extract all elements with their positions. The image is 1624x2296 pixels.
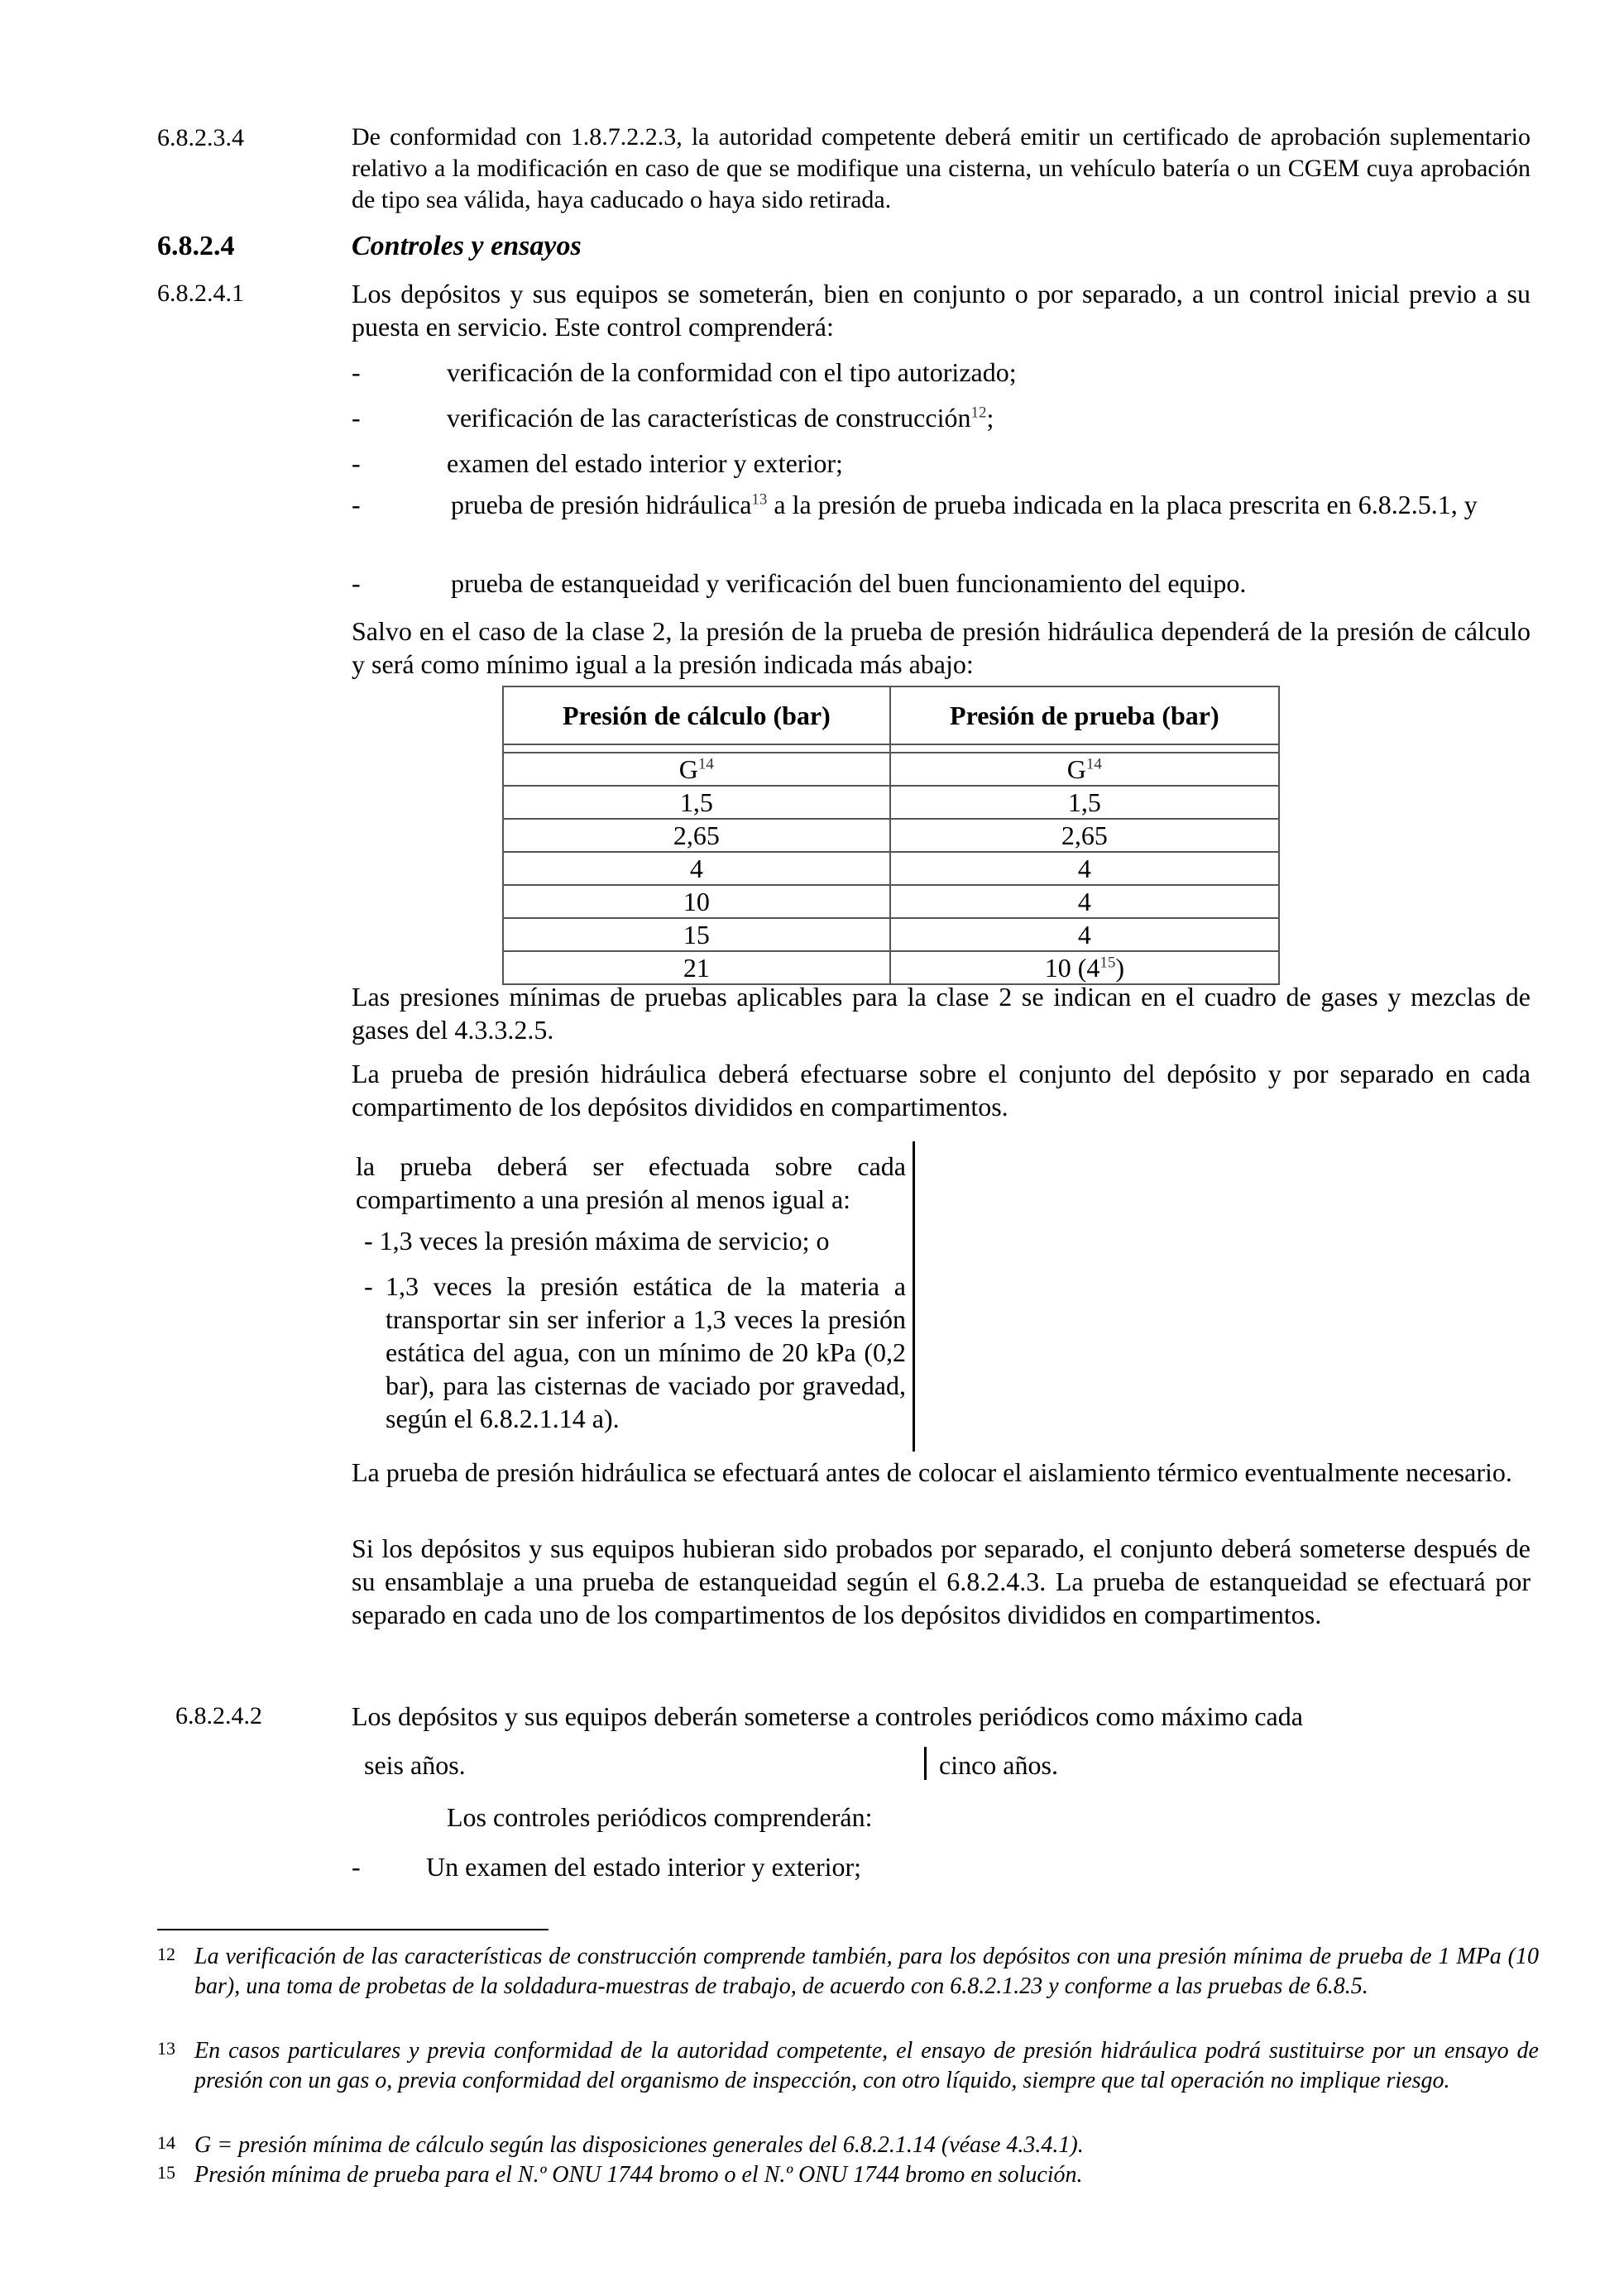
list-dash: - (364, 1271, 373, 1301)
list-dash: - (352, 357, 361, 387)
paragraph-text: La prueba de presión hidráulica deberá efectuarse sobre el conjunto del depósito y por separado en cada compartimento de los depósitos divididos en compartimentos. (352, 1059, 1531, 1122)
footnote-ref: 12 (970, 404, 987, 422)
footnote-number: 15 (157, 2162, 175, 2183)
list-item: prueba de estanqueidad y verificación del buen funcionamiento del equipo. (451, 568, 1247, 598)
table-cell: 4 (890, 852, 1279, 885)
paragraph-text: De conformidad con 1.8.7.2.2.3, la autoridad competente deberá emitir un certificado de aprobación suplementario relativo a la modificación en caso de que se modifique una cisterna, un vehículo batería o un CGEM cuya aprobación de tipo sea válida, haya caducado o haya sido retirada. (352, 123, 1531, 213)
paragraph-number: 6.8.2.4.2 (175, 1702, 262, 1729)
table-row (503, 885, 1279, 918)
footnote-ref: 15 (1099, 954, 1116, 972)
list-dash: - (352, 568, 361, 598)
table-cell: $G^{14}$ (503, 753, 890, 786)
table-header-calc: Presión de cálculo (bar) (503, 686, 890, 744)
table-cell: 10 $(4^{15})$ (890, 951, 1279, 984)
table-cell: 4 (503, 852, 890, 885)
footnote-number: 12 (157, 1944, 175, 1964)
footnote-ref: 14 (697, 755, 714, 773)
list-dash: - (352, 403, 361, 433)
list-item: verificación de la conformidad con el tipo autorizado; (447, 357, 1017, 387)
table-cell: 4 (890, 918, 1279, 951)
list-item: prueba de presión hidráulica$^{13}$ a la presión de prueba indicada en la placa prescrita en 6.8.2.5.1, y (451, 490, 1478, 519)
column-item: - 1,3 veces la presión máxima de servicio; o (364, 1226, 830, 1256)
list-item: Un examen del estado interior y exterior; (426, 1852, 862, 1882)
footnote-text: Presión mínima de prueba para el N.º ONU 1744 bromo o el N.º ONU 1744 bromo en solución. (194, 2162, 1083, 2188)
paragraph-text: Si los depósitos y sus equipos hubieran sido probados por separado, el conjunto deberá someterse después de su ensamblaje a una prueba de estanqueidad según el 6.8.2.4.3. La prueba de estanqueidad se efectuará por separado en cada uno de los compartimentos de los depósitos divididos en compartimentos. (352, 1533, 1531, 1629)
paragraph-text: Los depósitos y sus equipos se someterán, bien en conjunto o por separado, a un control inicial previo a su puesta en servicio. Este control comprenderá: (352, 279, 1531, 342)
section-title: Controles y ensayos (352, 231, 582, 261)
footnote-number: 14 (157, 2132, 175, 2153)
periodic-intro: Los controles periódicos comprenderán: (447, 1802, 873, 1832)
table-cell: 15 (503, 918, 890, 951)
change-bar (924, 1747, 927, 1780)
list-dash: - (352, 490, 361, 519)
table-row (503, 852, 1279, 885)
paragraph-text: Las presiones mínimas de pruebas aplicables para la clase 2 se indican en el cuadro de gases y mezclas de gases del 4.3.3.2.5. (352, 982, 1531, 1045)
footnote-text: En casos particulares y previa conformidad de la autoridad competente, el ensayo de presión hidráulica podrá sustituirse por un ensayo de presión con un gas o, previa conformidad del organismo de inspección, con otro líquido, siempre que tal operación no implique riesgo. (194, 2038, 1539, 2093)
pressure-table (502, 686, 1280, 985)
table-cell: 2,65 (890, 819, 1279, 852)
table-cell: 1,5 (890, 786, 1279, 819)
table-row (503, 951, 1279, 984)
footnote-text: G = presión mínima de cálculo según las disposiciones generales del 6.8.2.1.14 (véase 4.3.4.1). (194, 2132, 1084, 2158)
table-cell: $G^{14}$ (890, 753, 1279, 786)
list-dash: - (352, 448, 361, 478)
list-dash: - (352, 1852, 361, 1882)
paragraph-text: La prueba de presión hidráulica se efectuará antes de colocar el aislamiento térmico eventualmente necesario. (352, 1457, 1512, 1487)
footnote-ref: 14 (1085, 755, 1102, 773)
paragraph-text: Los depósitos y sus equipos deberán someterse a controles periódicos como máximo cada (352, 1701, 1303, 1731)
column-intro: la prueba deberá ser efectuada sobre cada compartimento a una presión al menos igual a: (356, 1151, 906, 1214)
table-cell: 21 (503, 951, 890, 984)
column-item: 1,3 veces la presión estática de la materia a transportar sin ser inferior a 1,3 veces la presión estática del agua, con un mínimo de 20 kPa (0,2 bar), para las cisternas de vaciado por gravedad, según el 6.8.2.1.14 a). (386, 1271, 906, 1433)
table-cell: 10 (503, 885, 890, 918)
table-header-test: Presión de prueba (bar) (890, 686, 1279, 744)
list-item: verificación de las características de construcción$^{12}$; (447, 403, 994, 433)
right-column-text: cinco años. (939, 1750, 1058, 1780)
list-item: examen del estado interior y exterior; (447, 448, 843, 478)
table-row (503, 819, 1279, 852)
table-row (503, 786, 1279, 819)
footnote-text: La verificación de las características de construcción comprende también, para los depósitos con una presión mínima de prueba de 1 MPa (10 bar), una toma de probetas de la soldadura-muestras de trabajo, de acuerdo con 6.8.2.1.23 y conforme a las pruebas de 6.8.5. (194, 1944, 1539, 1999)
paragraph-number: 6.8.2.3.4 (157, 124, 244, 151)
paragraph-number: 6.8.2.4.1 (157, 280, 244, 307)
change-bar (913, 1141, 915, 1452)
footnote-separator (157, 1929, 549, 1930)
table-cell: 1,5 (503, 786, 890, 819)
paragraph-text: Salvo en el caso de la clase 2, la presión de la prueba de presión hidráulica dependerá de la presión de cálculo y será como mínimo igual a la presión indicada más abajo: (352, 616, 1531, 679)
section-number: 6.8.2.4 (157, 231, 235, 261)
table-row (503, 918, 1279, 951)
footnote-ref: 13 (751, 490, 768, 509)
footnote-number: 13 (157, 2038, 175, 2059)
table-cell: 4 (890, 885, 1279, 918)
table-header-row (503, 686, 1279, 744)
table-cell: 2,65 (503, 819, 890, 852)
left-column-text: seis años. (364, 1750, 466, 1780)
table-row (503, 753, 1279, 786)
